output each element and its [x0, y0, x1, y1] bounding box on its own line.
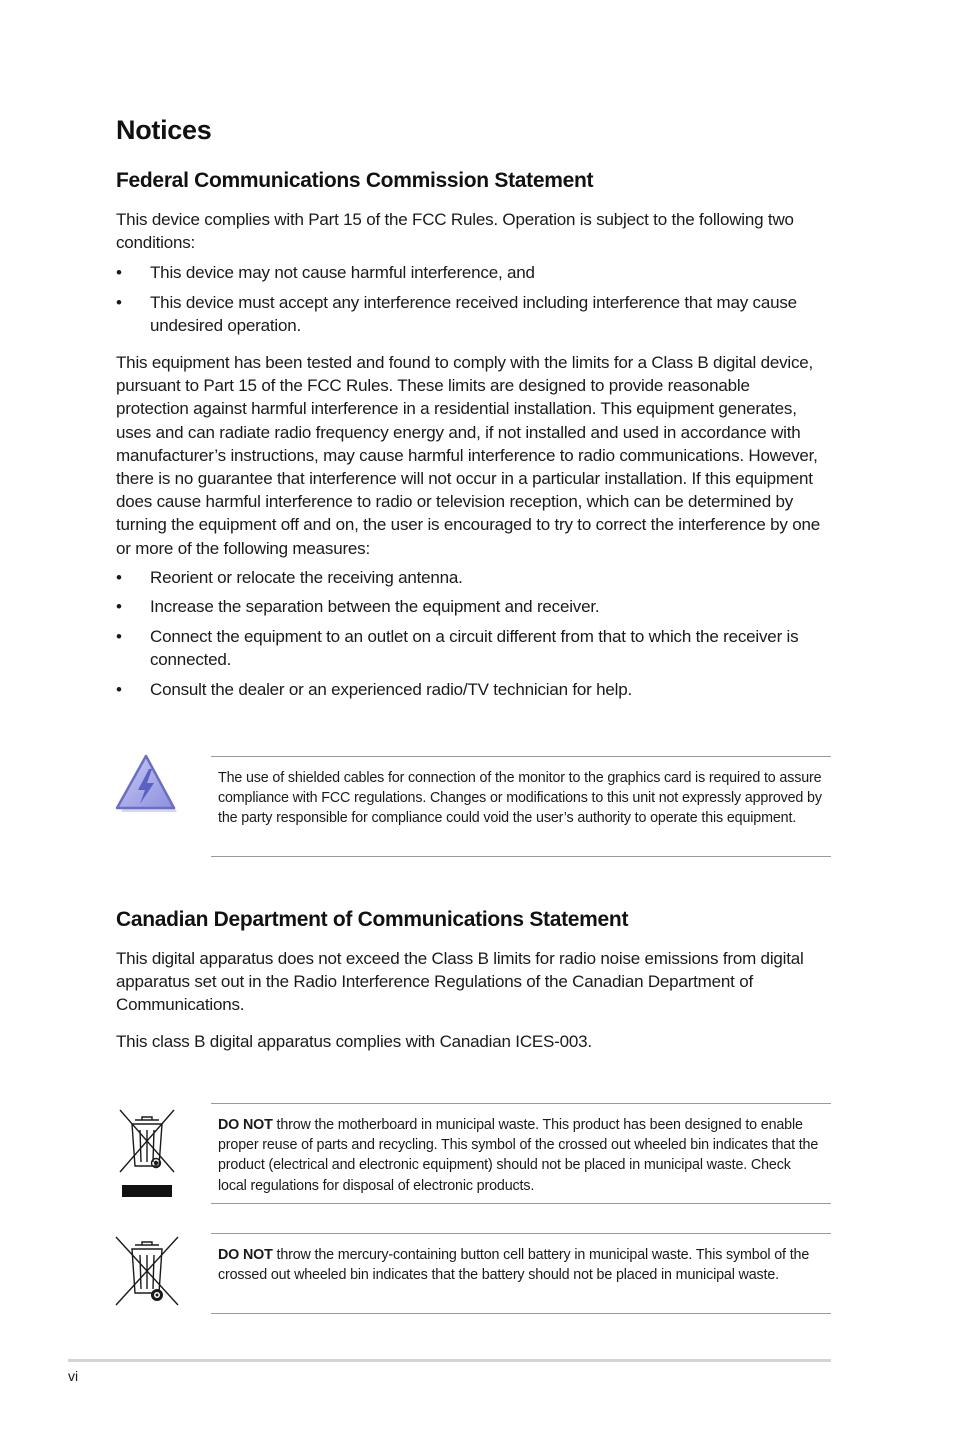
fcc-paragraph: This equipment has been tested and found to comply with the limits for a Class B digital device, pursuant to Part 15 of the FCC Rules. These limits are designed to provide reasonable protection against harmful interference in a residential installation. This equipment generates, uses and can radiate radio frequency energy and, if not installed and used in accordance with manufacturer’s instructions, may cause harmful interference to radio communications. However, there is no guarantee that interference will not occur in a particular installation. If this equipment does cause harmful interference to radio or television reception, which can be determined by turning the equipment off and on, the user is encouraged to try to correct the interference by one or more of the following measures:	[116, 353, 820, 558]
fcc-warning-note	[211, 756, 831, 857]
canada-heading: Canadian Department of Communications Statement	[116, 908, 629, 931]
crossed-out-wheeled-bin-icon	[116, 1108, 178, 1200]
fcc-heading: Federal Communications Commission Statement	[116, 169, 594, 192]
canada-paragraph-1: This digital apparatus does not exceed the Class B limits for radio noise emissions from digital apparatus set out in the Radio Interference Regulations of the Canadian Department of Communications.	[116, 949, 804, 1015]
fcc-measure-text: Connect the equipment to an outlet on a circuit different from that to which the receiver is connected.	[150, 627, 799, 670]
bullet-marker: •	[116, 680, 122, 699]
footer-rule	[68, 1359, 831, 1362]
bullet-marker: •	[116, 597, 122, 616]
canada-paragraph-2: This class B digital apparatus complies with Canadian ICES-003.	[116, 1032, 592, 1051]
page-number: vi	[68, 1368, 79, 1384]
bullet-marker: •	[116, 263, 122, 282]
fcc-measure-2	[116, 595, 836, 618]
fcc-condition-text: This device may not cause harmful interference, and	[150, 263, 535, 282]
fcc-intro: This device complies with Part 15 of the FCC Rules. Operation is subject to the following two conditions:	[116, 210, 794, 253]
fcc-measure-4	[116, 678, 836, 701]
disposal-text: throw the mercury-containing button cell battery in municipal waste. This symbol of the crossed out wheeled bin indicates that the battery should not be placed in municipal waste.	[218, 1247, 810, 1284]
bullet-marker: •	[116, 293, 122, 312]
do-not-label: DO NOT	[218, 1247, 273, 1263]
bullet-marker: •	[116, 568, 122, 587]
bullet-marker: •	[116, 627, 122, 646]
do-not-label: DO NOT	[218, 1117, 273, 1133]
page-title: Notices	[116, 115, 212, 145]
disposal-text: throw the motherboard in municipal waste. This product has been designed to enable proper reuse of parts and recycling. This symbol of the crossed out wheeled bin indicates that the product (electrical and electronic equipment) should not be placed in municipal waste. Check local regulations for disposal of electronic products.	[218, 1117, 819, 1194]
fcc-measure-1	[116, 566, 836, 589]
fcc-measure-text: Consult the dealer or an experienced radio/TV technician for help.	[150, 680, 632, 699]
fcc-condition-1	[116, 261, 836, 284]
fcc-warning-text: The use of shielded cables for connection of the monitor to the graphics card is required to assure compliance with FCC regulations. Changes or modifications to this unit not expressly approved by the party responsible for compliance could void the user’s authority to operate this equipment.	[218, 770, 822, 827]
fcc-measure-text: Increase the separation between the equipment and receiver.	[150, 597, 600, 616]
fcc-measure-3	[116, 625, 836, 671]
fcc-measure-text: Reorient or relocate the receiving antenna.	[150, 568, 463, 587]
fcc-condition-text: This device must accept any interference received including interference that may cause undesired operation.	[150, 293, 797, 336]
disposal-note-battery	[211, 1233, 831, 1314]
fcc-condition-2	[116, 291, 836, 337]
warning-lightning-icon	[113, 752, 179, 814]
crossed-out-battery-bin-icon	[113, 1234, 181, 1308]
disposal-note-motherboard	[211, 1103, 831, 1204]
